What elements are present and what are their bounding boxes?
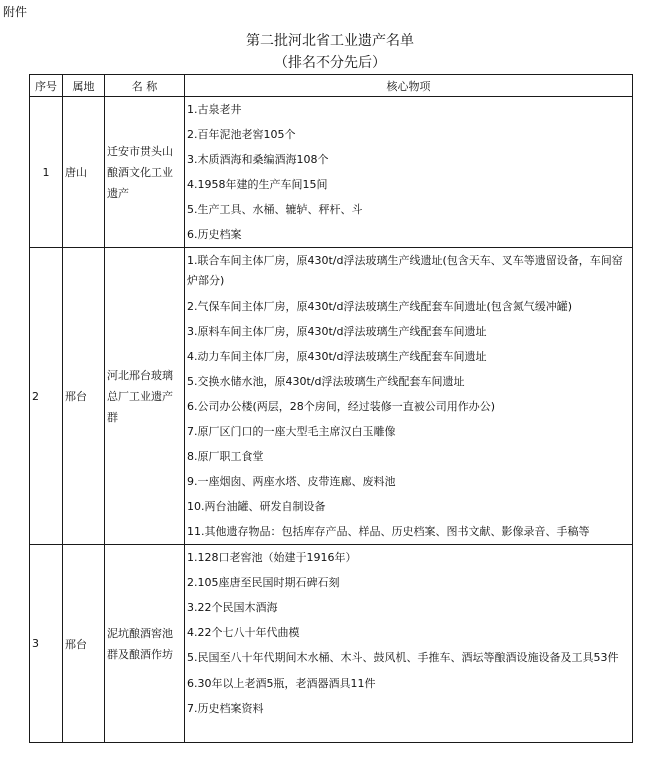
table-row bbox=[30, 248, 633, 545]
column-header-name: 名 称 bbox=[105, 75, 185, 97]
core-item: 3.原料车间主体厂房，原430t/d浮法玻璃生产线配套车间遗址 bbox=[187, 325, 487, 338]
core-item: 1.128口老窖池（始建于1916年） bbox=[187, 551, 357, 564]
table-row bbox=[30, 97, 633, 248]
core-item: 4.22个七八十年代曲模 bbox=[187, 626, 300, 639]
core-item: 6.30年以上老酒5瓶，老酒器酒具11件 bbox=[187, 677, 376, 690]
column-header-location: 属地 bbox=[63, 75, 105, 97]
column-header-no: 序号 bbox=[30, 75, 63, 97]
core-item: 2.气保车间主体厂房，原430t/d浮法玻璃生产线配套车间遗址(包含氮气缓冲罐) bbox=[187, 300, 573, 313]
row-location: 邢台 bbox=[63, 248, 105, 545]
core-item: 1.古泉老井 bbox=[187, 103, 242, 116]
core-item: 9.一座烟囱、两座水塔、皮带连廊、废料池 bbox=[187, 475, 396, 488]
row-name: 泥坑酿酒窖池群及酿酒作坊 bbox=[105, 545, 185, 743]
row-name: 迁安市贯头山酿酒文化工业遗产 bbox=[105, 97, 185, 248]
core-item: 5.生产工具、水桶、辘轳、秤杆、斗 bbox=[187, 203, 363, 216]
core-item: 1.联合车间主体厂房，原430t/d浮法玻璃生产线遗址(包含天车、叉车等遗留设备，车间窑炉部分) bbox=[187, 254, 623, 287]
core-item: 2.百年泥池老窖105个 bbox=[187, 128, 296, 141]
document-title: 第二批河北省工业遗产名单 bbox=[246, 33, 414, 49]
row-items bbox=[185, 545, 633, 743]
table-row bbox=[30, 545, 633, 743]
core-item: 4.1958年建的生产车间15间 bbox=[187, 178, 328, 191]
core-item: 3.22个民国木酒海 bbox=[187, 601, 278, 614]
document-subtitle: （排名不分先后） bbox=[274, 55, 386, 71]
core-item: 2.105座唐至民国时期石碑石刻 bbox=[187, 576, 340, 589]
row-items bbox=[185, 248, 633, 545]
table-header-row bbox=[30, 75, 633, 97]
row-location: 唐山 bbox=[63, 97, 105, 248]
row-items bbox=[185, 97, 633, 248]
core-item: 4.动力车间主体厂房，原430t/d浮法玻璃生产线配套车间遗址 bbox=[187, 350, 487, 363]
core-item: 11.其他遗存物品：包括库存产品、样品、历史档案、图书文献、影像录音、手稿等 bbox=[187, 525, 590, 538]
row-location: 邢台 bbox=[63, 545, 105, 743]
row-number: 1 bbox=[30, 97, 63, 248]
core-item: 10.两台油罐、研发自制设备 bbox=[187, 500, 326, 513]
core-item: 5.民国至八十年代期间木水桶、木斗、鼓风机、手推车、酒坛等酿酒设施设备及工具53件 bbox=[187, 651, 619, 664]
row-number: 2 bbox=[30, 248, 63, 545]
row-name: 河北邢台玻璃总厂工业遗产群 bbox=[105, 248, 185, 545]
core-item: 6.公司办公楼(两层，28个房间，经过装修一直被公司用作办公) bbox=[187, 400, 496, 413]
core-item: 6.历史档案 bbox=[187, 228, 242, 241]
core-item: 7.原厂区门口的一座大型毛主席汉白玉雕像 bbox=[187, 425, 396, 438]
column-header-items: 核心物项 bbox=[185, 75, 633, 97]
heritage-table bbox=[29, 74, 633, 743]
attachment-label: 附件 bbox=[3, 5, 28, 19]
core-item: 8.原厂职工食堂 bbox=[187, 450, 264, 463]
core-item: 5.交换水储水池，原430t/d浮法玻璃生产线配套车间遗址 bbox=[187, 375, 465, 388]
row-number: 3 bbox=[30, 545, 63, 743]
core-item: 3.木质酒海和桑编酒海108个 bbox=[187, 153, 329, 166]
core-item: 7.历史档案资料 bbox=[187, 702, 264, 715]
